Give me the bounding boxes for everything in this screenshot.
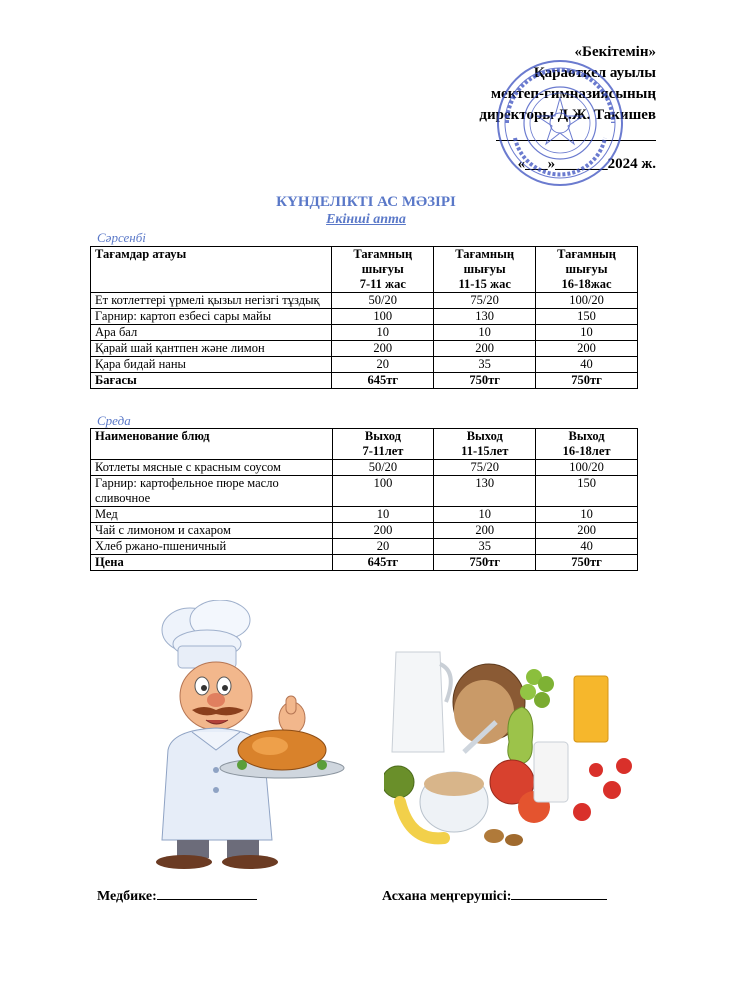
dish-name-cell: Мед — [91, 507, 333, 523]
portion-cell: 200 — [332, 341, 434, 357]
dish-name-cell: Ет котлеттері үрмелі қызыл негізгі тұздық — [91, 293, 332, 309]
table-header-row — [91, 247, 638, 293]
table-row — [91, 325, 638, 341]
table-row — [91, 309, 638, 325]
dish-name-cell: Котлеты мясные с красным соусом — [91, 460, 333, 476]
table-row — [91, 507, 638, 523]
portion-cell: Тағамның шығуы 16-18жас — [536, 247, 638, 293]
portion-cell: 750тг — [434, 373, 536, 389]
nurse-signature-line — [157, 886, 257, 900]
approval-line-3: мектеп-гимназиясының — [490, 86, 656, 102]
portion-cell: Тағамның шығуы 11-15 жас — [434, 247, 536, 293]
portion-cell: 10 — [536, 325, 638, 341]
portion-cell: 750тг — [434, 555, 536, 571]
portion-cell: 100 — [332, 309, 434, 325]
portion-cell: 645тг — [332, 373, 434, 389]
table-row — [91, 476, 638, 507]
portion-cell: 10 — [434, 325, 536, 341]
portion-cell: 200 — [332, 523, 434, 539]
portion-cell: 100 — [332, 476, 434, 507]
table-row — [91, 460, 638, 476]
portion-cell: 200 — [434, 341, 536, 357]
portion-cell: 200 — [536, 523, 638, 539]
portion-cell: Выход 11-15лет — [434, 429, 536, 460]
day-label-ru: Среда — [97, 413, 131, 428]
nurse-signature — [97, 886, 257, 905]
portion-cell: 645тг — [332, 555, 434, 571]
dish-name-cell: Қара бидай наны — [91, 357, 332, 373]
chef-illustration — [132, 600, 354, 870]
portion-cell: 750тг — [536, 555, 638, 571]
portion-cell: 20 — [332, 357, 434, 373]
canteen-head-signature — [382, 886, 607, 905]
day-label-kz: Сәрсенбі — [97, 230, 146, 245]
portion-cell: 200 — [536, 341, 638, 357]
approval-date: «___»_______2024 ж. — [517, 156, 656, 172]
portion-cell: Выход 16-18лет — [536, 429, 638, 460]
portion-cell: 130 — [434, 476, 536, 507]
dish-name-cell: Тағамдар атауы — [91, 247, 332, 293]
portion-cell: 35 — [434, 357, 536, 373]
dish-name-cell: Гарнир: картоп езбесі сары майы — [91, 309, 332, 325]
portion-cell: Выход 7-11лет — [332, 429, 434, 460]
portion-cell: Тағамның шығуы 7-11 жас — [332, 247, 434, 293]
dish-name-cell: Қарай шай қантпен және лимон — [91, 341, 332, 357]
approval-line-2: Қараөткел ауылы — [533, 65, 656, 81]
school-seal-stamp — [495, 58, 625, 188]
dish-name-cell: Наименование блюд — [91, 429, 333, 460]
approval-line-1: «Бекітемін» — [574, 44, 656, 60]
nurse-label: Медбике: — [97, 889, 157, 904]
table-header-row — [91, 429, 638, 460]
dish-name-cell: Хлеб ржано-пшеничный — [91, 539, 333, 555]
canteen-head-label: Асхана меңгерушісі: — [382, 889, 512, 904]
approval-line-4: директоры Д.Ж. Такишев — [479, 107, 656, 123]
portion-cell: 40 — [536, 357, 638, 373]
portion-cell: 75/20 — [434, 293, 536, 309]
table-row — [91, 357, 638, 373]
page-subtitle: Екінші апта — [326, 212, 406, 227]
portion-cell: 40 — [536, 539, 638, 555]
table-total-row — [91, 373, 638, 389]
portion-cell: 100/20 — [536, 460, 638, 476]
table-total-row — [91, 555, 638, 571]
page-title: КҮНДЕЛІКТІ АС МӘЗІРІ — [276, 194, 456, 210]
portion-cell: 200 — [434, 523, 536, 539]
healthy-food-photo — [384, 602, 646, 860]
portion-cell: 10 — [536, 507, 638, 523]
portion-cell: 35 — [434, 539, 536, 555]
dish-name-cell: Чай с лимоном и сахаром — [91, 523, 333, 539]
table-row — [91, 539, 638, 555]
dish-name-cell: Гарнир: картофельное пюре масло сливочное — [91, 476, 333, 507]
table-row — [91, 523, 638, 539]
portion-cell: 50/20 — [332, 460, 434, 476]
portion-cell: 20 — [332, 539, 434, 555]
portion-cell: 10 — [434, 507, 536, 523]
table-row — [91, 341, 638, 357]
canteen-head-signature-line — [511, 886, 607, 900]
portion-cell: 75/20 — [434, 460, 536, 476]
dish-name-cell: Ара бал — [91, 325, 332, 341]
portion-cell: 750тг — [536, 373, 638, 389]
portion-cell: 50/20 — [332, 293, 434, 309]
menu-table-kz — [90, 246, 638, 389]
portion-cell: 130 — [434, 309, 536, 325]
portion-cell: 10 — [332, 325, 434, 341]
dish-name-cell: Цена — [91, 555, 333, 571]
portion-cell: 10 — [332, 507, 434, 523]
menu-table-ru — [90, 428, 638, 571]
portion-cell: 100/20 — [536, 293, 638, 309]
portion-cell: 150 — [536, 309, 638, 325]
dish-name-cell: Бағасы — [91, 373, 332, 389]
table-row — [91, 293, 638, 309]
portion-cell: 150 — [536, 476, 638, 507]
